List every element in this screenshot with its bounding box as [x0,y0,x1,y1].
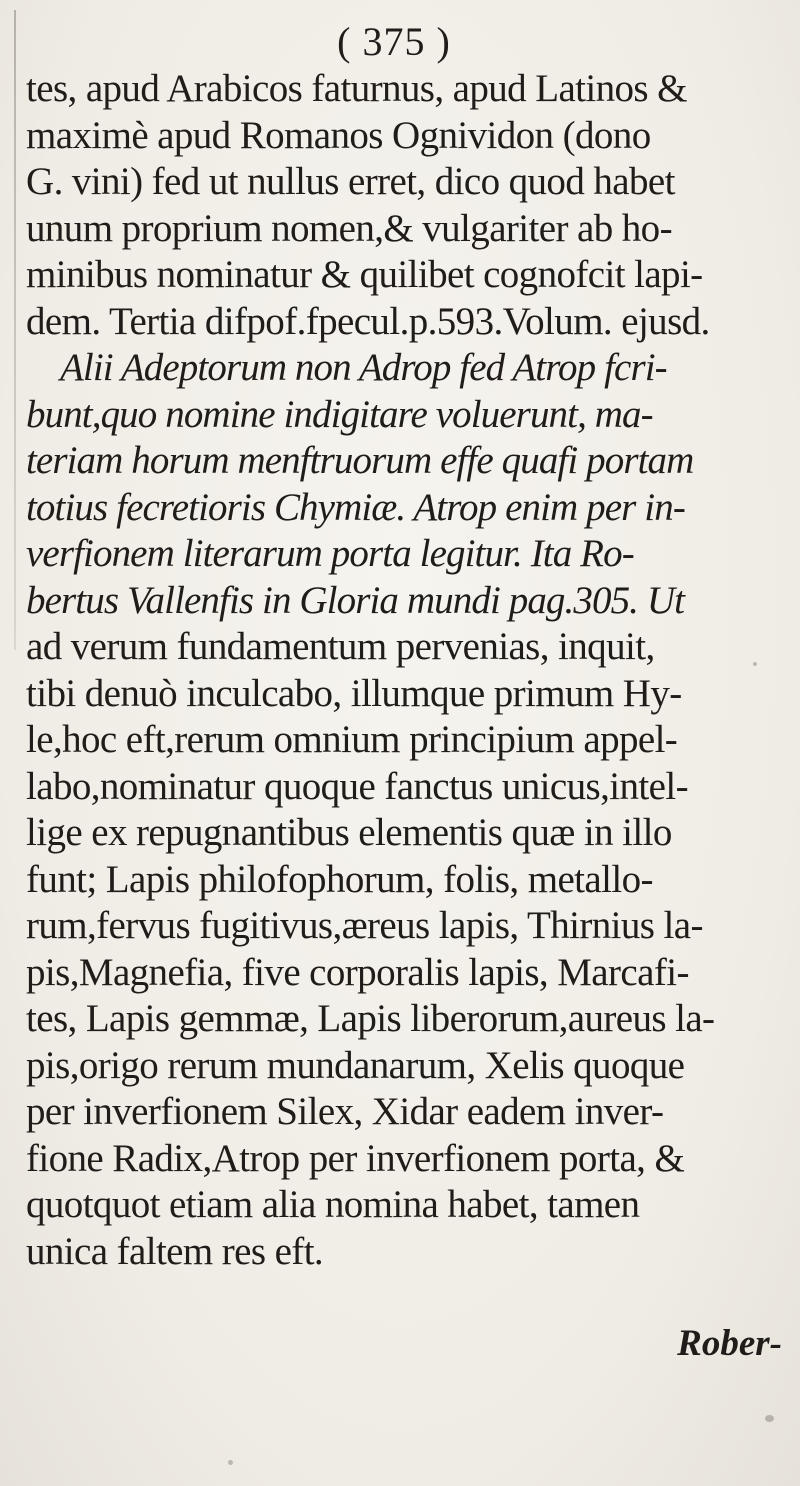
text-line: totius fecretioris Chymiæ. Atrop enim per in- [26,485,685,529]
text-line: pis,origo rerum mundanarum, Xelis quoque [26,1043,685,1087]
text-line: lige ex repugnantibus elementis quæ in illo [26,811,672,854]
text-line: per inverfionem Silex, Xidar eadem inver- [26,1090,664,1133]
text-line: Alii Adeptorum non Adrop fed Atrop fcri- [60,346,667,389]
text-line: pis,Magnefia, five corporalis lapis, Marcafi- [26,950,689,994]
text-line: bunt,quo nomine indigitare voluerunt, ma- [26,392,653,436]
text-line: tes, Lapis gemmæ, Lapis liberorum,aureus la- [26,997,715,1040]
ink-speck [228,1460,233,1465]
text-line: maximè apud Romanos Ognividon (dono [26,113,651,157]
text-line: G. vini) fed ut nullus erret, dico quod habet [26,160,675,203]
text-line: tes, apud Arabicos faturnus, apud Latinos & [26,67,687,110]
text-line: bertus Vallenfis in Gloria mundi pag.305. Ut [26,578,685,622]
body-text [26,66,796,1275]
text-line: unum proprium nomen,& vulgariter ab ho- [26,206,672,250]
text-line: verfionem literarum porta legitur. Ita Ro- [26,532,634,575]
text-line: minibus nominatur & quilibet cognofcit lapi- [26,253,703,296]
text-line: labo,nominatur quoque fanctus unicus,intel- [26,764,688,808]
text-line: tibi denuò inculcabo, illumque primum Hy- [26,671,682,715]
text-line: unica faltem res eft. [26,1229,324,1273]
catchword: Rober- [677,1323,782,1364]
text-line: rum,fervus fugitivus,æreus lapis, Thirnius la- [26,904,703,947]
text-line: ad verum fundamentum pervenias, inquit, [26,625,655,668]
text-line: fione Radix,Atrop per inverfionem porta, & [26,1136,685,1180]
text-line: dem. Tertia difpof.fpecul.p.593.Volum. ejusd. [26,299,710,343]
text-line: teriam horum menftruorum effe quafi portam [26,439,694,482]
text-line: quotquot etiam alia nomina habet, tamen [26,1183,640,1226]
text-line: le,hoc eft,rerum omnium principium appel- [26,718,678,761]
page-edge-shadow [14,10,16,650]
page-number: ( 375 ) [337,19,451,64]
text-line: funt; Lapis philofophorum, folis, metallo- [26,857,653,901]
ink-speck [765,1415,774,1422]
ink-speck [753,662,757,666]
